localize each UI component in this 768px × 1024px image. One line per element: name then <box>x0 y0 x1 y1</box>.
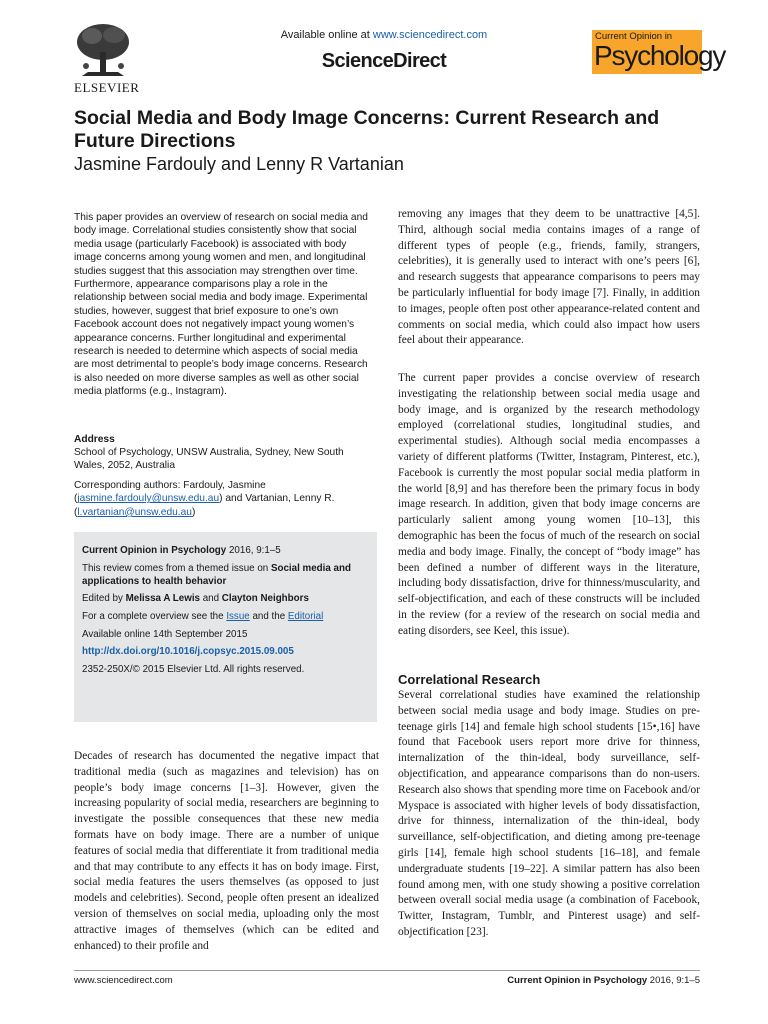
right-paragraph-1: removing any images that they deem to be unattractive [4,5]. Third, although social media contains images of a range of different types of people (e.g., friends, family, strangers, celebrities), it is generally used to interact with one’s peers [6], and research suggests that appearance comparisons to peers may be particularly influential for body image [7]. Finally, in addition to images, people often post other appearance-related content and comments on social media, which could also impact how users feel about their appearance. <box>398 208 700 347</box>
journal-logo <box>592 30 726 74</box>
overview-prefix: For a complete overview see the <box>82 611 227 622</box>
article-title: Social Media and Body Image Concerns: Current Research and Future Directions <box>74 107 660 152</box>
publisher-name: ELSEVIER <box>74 80 140 95</box>
info-journal-name: Current Opinion in Psychology <box>82 545 227 556</box>
editor-neighbors: Clayton Neighbors <box>221 593 309 604</box>
email-link-fardouly[interactable]: jasmine.fardouly@unsw.edu.au <box>77 493 220 505</box>
journal-logo-line1: Current Opinion in <box>595 31 673 42</box>
article-info-box <box>74 532 377 722</box>
corresponding-prefix: Corresponding authors: Fardouly, Jasmine ( <box>74 480 266 505</box>
abstract: This paper provides an overview of research on social media and body image. Correlational studies consistently show that social media usage (particularly Facebook) is associated with body image concerns among young women and men, and longitudinal studies suggest that this association may strengthen over time. Furthermore, appearance comparisons play a role in the relationship between social media and body image. Experimental studies, however, suggest that brief exposure to one’s own Facebook account does not negatively impact young women’s appearance concerns. Further longitudinal and experimental research is needed to determine which aspects of social media are most detrimental to people’s body image concerns. Research is also needed on more diverse samples as well as other social media platforms (e.g., Instagram). <box>74 212 368 398</box>
info-citation <box>82 545 372 558</box>
footer-rule <box>74 970 700 971</box>
footer-url[interactable]: www.sciencedirect.com <box>74 975 173 986</box>
right-paragraph-3: Several correlational studies have examined the relationship between social media usage and body image. Studies on pre-teenage girls [14] and female high school students [15•,16] have found that Facebook users report more drive for thinness, internalization of the thin-ideal, body surveillance, self-objectification, and appearance comparisons than do non-users. Research also shows that spending more time on Facebook and/or Myspace is associated with higher levels of body dissatisfaction, drive for thinness, internalization of the thin-ideal, body surveillance, self-objectification, and dieting among pre-teenage girls [14], female high school students [16–18], and female undergraduate students [19–22]. A similar pattern has also been found among men, with one study showing a positive correlation between overall social media usage (a combination of Facebook, Twitter, Instagram, Tumblr, and Pinterest usage) and self-objectification [23]. <box>398 689 700 938</box>
footer-citation <box>507 975 700 986</box>
email-link-vartanian[interactable]: l.vartanian@unsw.edu.au <box>77 506 192 518</box>
editor-lewis: Melissa A Lewis <box>125 593 200 604</box>
info-citation-number: 2016, 9:1–5 <box>226 545 281 556</box>
available-prefix: Available online at <box>280 29 373 41</box>
address: School of Psychology, UNSW Australia, Sydney, New South Wales, 2052, Australia <box>74 447 344 472</box>
footer-citation-number: 2016, 9:1–5 <box>647 975 700 986</box>
edited-prefix: Edited by <box>82 593 126 604</box>
journal-logo-line2: Psychology <box>594 40 726 71</box>
info-overview <box>82 611 372 624</box>
corresponding-suffix: ) <box>191 506 196 518</box>
themed-topic: Social media and applications to health behavior <box>82 563 351 587</box>
info-themed-issue <box>82 563 372 588</box>
corresponding-mid: ) and Vartanian, Lenny R. ( <box>74 493 335 518</box>
overview-and: and the <box>249 611 288 622</box>
edited-and: and <box>200 593 222 604</box>
article-authors: Jasmine Fardouly and Lenny R Vartanian <box>74 154 404 174</box>
corresponding-authors <box>74 479 374 519</box>
right-paragraph-2: The current paper provides a concise overview of research investigating the relationship between social media usage and body image, and is organized by the research methodology employed (correlational studies, longitudinal studies, and experimental studies). Although social media encompasses a variety of different platforms (Twitter, Instagram, Pinterest, etc.), Facebook is currently the most popular social media platform in the world [8,9] and has therefore been the primary focus in body image research. In addition, given that body image concerns are particularly salient among young women [10–13], this demographic has been the focus of much of the research on social media and body image. Finally, the concept of “body image” has been defined a number of different ways in the literature, including body dissatisfaction, drive for thinness/muscularity, and self-objectification, and each of these constructs will be included in the review (for a review of the research on social media and eating disorders, see Keel, this issue). <box>398 372 700 637</box>
themed-prefix: This review comes from a themed issue on <box>82 563 271 574</box>
address-heading: Address <box>74 434 115 445</box>
info-available-online: Available online 14th September 2015 <box>82 629 248 640</box>
section-heading: Correlational Research <box>398 672 541 687</box>
intro-paragraph: Decades of research has documented the negative impact that traditional media (such as magazines and television) has on people’s body image concerns [1–3]. However, given the increasing popularity of social media, researchers are beginning to investigate the possible consequences that these new media formats have on body image. There are a number of unique features of social media that differentiate it from traditional media and that may contribute to any effects it has on body image. First, social media features the users themselves (as opposed to just models and celebrities). Second, people often present an idealized version of themselves on social media, uploading only the most attractive images of themselves (which can be edited and enhanced) to their profile and <box>74 750 379 952</box>
platform-name: ScienceDirect <box>321 50 447 72</box>
info-copyright: 2352-250X/© 2015 Elsevier Ltd. All rights reserved. <box>82 664 305 675</box>
doi-link[interactable]: http://dx.doi.org/10.1016/j.copsyc.2015.09.005 <box>82 646 294 657</box>
footer-journal: Current Opinion in Psychology <box>507 975 648 986</box>
editorial-link[interactable]: Editorial <box>287 611 324 622</box>
issue-link[interactable]: Issue <box>226 611 250 622</box>
sciencedirect-link[interactable]: www.sciencedirect.com <box>372 29 488 41</box>
info-edited-by <box>82 593 372 606</box>
